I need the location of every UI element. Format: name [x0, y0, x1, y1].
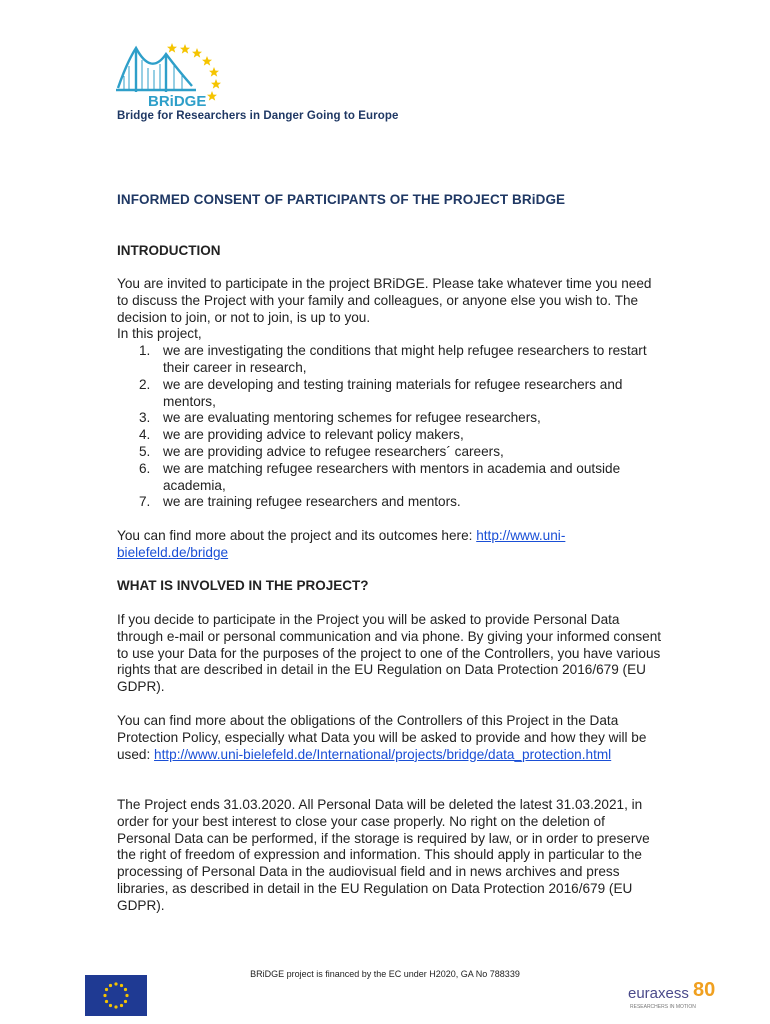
list-item-text: we are developing and testing training materials for refugee researchers and mentors, [163, 376, 623, 409]
involved-paragraph-1: If you decide to participate in the Project you will be asked to provide Personal Data through e-mail or personal communication and via phone. By giving your informed consent to use your Data for the purposes of the project to one of the Controllers, you have various rights that are described in detail in the EU Regulation on Data Protection 2016/679 (EU GDPR). [117, 612, 662, 695]
involved-heading: WHAT IS INVOLVED IN THE PROJECT? [117, 578, 369, 593]
list-item [117, 461, 662, 495]
list-item [117, 377, 662, 411]
euraxess-logo [628, 974, 720, 1014]
list-item-number: 7. [139, 494, 151, 510]
list-item-number: 2. [139, 376, 151, 392]
euraxess-number: 80 [693, 979, 716, 1001]
list-item-text: we are investigating the conditions that might help refugee researchers to restart their career in research, [163, 343, 647, 375]
list-item-number: 1. [139, 343, 151, 359]
data-protection-link[interactable]: http://www.uni-bielefeld.de/International/projects/bridge/data_protection.html [154, 746, 612, 762]
eu-stars-arc-icon [167, 43, 221, 101]
eu-flag-icon [85, 975, 147, 1016]
list-item-text: we are providing advice to relevant policy makers, [163, 427, 464, 443]
list-item-number: 5. [139, 443, 151, 459]
logo-wordmark: BRiDGE [148, 93, 207, 110]
more-info-text: You can find more about the project and its outcomes here: [117, 528, 477, 543]
introduction-lead: You are invited to participate in the project BRiDGE. Please take whatever time you need to discuss the Project with your family and colleagues, or anyone else you wish to. The decision to join, or not to join, is up to you. [117, 276, 652, 325]
project-more-info [117, 528, 662, 562]
list-item [117, 410, 662, 427]
list-item-text: we are matching refugee researchers with mentors in academia and outside academia, [163, 460, 621, 493]
document-title: INFORMED CONSENT OF PARTICIPANTS OF THE PROJECT BRiDGE [117, 192, 566, 207]
list-item [117, 343, 662, 377]
list-item [117, 444, 662, 461]
list-item-number: 4. [139, 427, 151, 443]
list-item [117, 427, 662, 444]
introduction-heading: INTRODUCTION [117, 243, 221, 258]
list-item-text: we are providing advice to refugee researchers´ careers, [163, 443, 504, 459]
project-tagline: Bridge for Researchers in Danger Going to Europe [117, 110, 399, 122]
project-website-link[interactable]: http://www.uni-bielefeld.de/bridge [117, 528, 566, 560]
bridge-logo [114, 40, 230, 110]
euraxess-subtitle: RESEARCHERS IN MOTION [630, 1004, 696, 1010]
project-goals-list [117, 343, 662, 511]
funding-statement: BRiDGE project is financed by the EC under H2020, GA No 788339 [250, 969, 520, 979]
bridge-icon [116, 48, 196, 92]
data-protection-text: You can find more about the obligations of the Controllers of this Project in the Data Protection Policy, especially what Data you will be asked to provide and how they will be used: [117, 713, 647, 762]
list-item-text: we are training refugee researchers and mentors. [163, 494, 461, 510]
introduction-section [117, 276, 662, 511]
list-item-number: 6. [139, 460, 151, 476]
list-item [117, 494, 662, 511]
list-intro: In this project, [117, 326, 202, 342]
involved-paragraph-2 [117, 713, 662, 763]
list-item-number: 3. [139, 410, 151, 426]
involved-paragraph-3: The Project ends 31.03.2020. All Personal Data will be deleted the latest 31.03.2021, in order for your best interest to close your case properly. No right on the deletion of Personal Data can be performed, if the storage is required by law, or in order to preserve the right of freedom of expression and information. This should apply in particular to the processing of Personal Data in the audiovisual field and in news archives and press libraries, as described in detail in the EU Regulation on Data Protection 2016/679 (EU GDPR). [117, 797, 650, 913]
euraxess-wordmark: euraxess [628, 985, 689, 1002]
list-item-text: we are evaluating mentoring schemes for refugee researchers, [163, 410, 541, 426]
